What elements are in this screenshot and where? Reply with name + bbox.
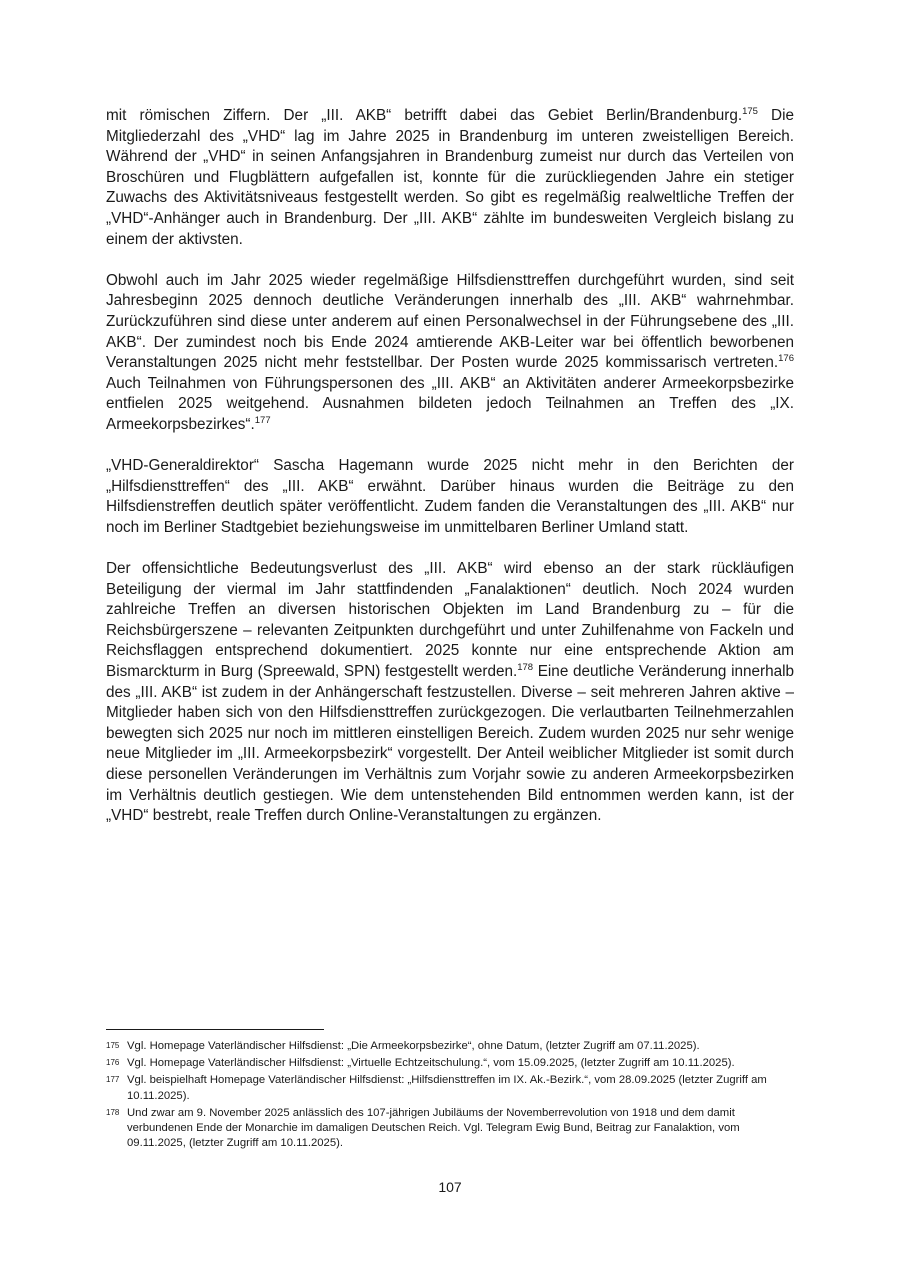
footnote-ref-178[interactable]: 178 [517, 662, 534, 674]
footnote-text: Und zwar am 9. November 2025 anlässlich des 107-jährigen Jubiläums der Novemberrevolution von 1918 und dem damit verbundenen Ende der Monarchie im damaligen Deutschen Reich. Vgl. Telegram Ewig Bund, Beitrag zur Fanalaktion, vom 09.11.2025, (letzter Zugriff am 10.11.2025). [127, 1106, 740, 1150]
paragraph-3 [106, 456, 794, 538]
footnote-number: 176 [106, 1058, 120, 1068]
paragraph-text: Eine deutliche Veränderung innerhalb des „III. AKB“ ist zudem in der Anhängerschaft festzustellen. Diverse – seit mehreren Jahren aktive – Mitglieder haben sich von den Hilfsdiensttreffen zurückgezogen. Die verlautbarten Teilnehmerzahlen bewegten sich 2025 nur noch im mittleren einstelligen Bereich. Zudem wurden 2025 nur sehr wenige neue Mitglieder im „III. Armeekorpsbezirk“ vorgestellt. Der Anteil weiblicher Mitglieder ist somit durch diese personellen Veränderungen im Verhältnis zum Vorjahr sowie zu anderen Armeekorpsbezirken im Verhältnis deutlich gestiegen. Wie dem untenstehenden Bild entnommen werden kann, ist der „VHD“ bestrebt, reale Treffen durch Online-Veranstaltungen zu ergänzen. [106, 663, 794, 825]
paragraph-text: „VHD-Generaldirektor“ Sascha Hagemann wurde 2025 nicht mehr in den Berichten der „Hilfsdiensttreffen“ des „III. AKB“ erwähnt. Darüber hinaus wurden die Beiträge zu den Hilfsdienstreffen deutlich später veröffentlicht. Zudem fanden die Veranstaltungen des „III. AKB“ nur noch im Berliner Stadtgebiet beziehungsweise im unmittelbaren Berliner Umland statt. [106, 457, 794, 536]
paragraph-2 [106, 271, 794, 436]
footnote-text: Vgl. Homepage Vaterländischer Hilfsdienst: „Virtuelle Echtzeitschulung.“, vom 15.09.2025, (letzter Zugriff am 10.11.2025). [127, 1057, 735, 1070]
paragraph-text: Die Mitgliederzahl des „VHD“ lag im Jahre 2025 in Brandenburg im unteren zweistelligen Bereich. Während der „VHD“ in seinen Anfangsjahren in Brandenburg zumeist nur durch das Verteilen von Broschüren und Flugblättern aufgefallen ist, konnte für die zurückliegenden Jahre ein stetiger Zuwachs des Aktivitätsniveaus festgestellt werden. So gibt es regelmäßig realweltliche Treffen der „VHD“-Anhänger auch in Brandenburg. Der „III. AKB“ zählte im bundesweiten Vergleich bislang zu einem der aktivsten. [106, 107, 794, 248]
paragraph-text: Auch Teilnahmen von Führungspersonen des „III. AKB“ an Aktivitäten anderer Armeekorpsbezirke entfielen 2025 weitgehend. Ausnahmen bildeten jedoch Teilnahmen an Treffen des „IX. Armeekorpsbezirkes“. [106, 374, 794, 433]
footnote-text: Vgl. beispielhaft Homepage Vaterländischer Hilfsdienst: „Hilfsdiensttreffen im IX. Ak.-Bezirk.“, vom 28.09.2025 (letzter Zugriff am 10.11.2025). [127, 1074, 767, 1102]
footnote-number: 177 [106, 1075, 120, 1085]
paragraph-text: mit römischen Ziffern. Der „III. AKB“ betrifft dabei das Gebiet Berlin/Brandenburg. [106, 107, 743, 124]
footnotes [106, 1039, 794, 1153]
footnote-ref-175[interactable]: 175 [742, 106, 758, 117]
footnote-178 [106, 1106, 794, 1152]
footnote-separator [106, 1029, 324, 1030]
footnote-number: 178 [106, 1107, 120, 1117]
footnote-176 [106, 1056, 794, 1071]
footnote-number: 175 [106, 1041, 120, 1050]
body-text [106, 106, 794, 847]
footnote-ref-177[interactable]: 177 [254, 414, 271, 426]
paragraph-1 [106, 106, 794, 250]
footnote-177 [106, 1073, 794, 1103]
footnote-ref-176[interactable]: 176 [778, 353, 794, 365]
page-number: 107 [438, 1179, 462, 1195]
footnote-175 [106, 1039, 794, 1054]
footnote-text: Vgl. Homepage Vaterländischer Hilfsdienst: „Die Armeekorpsbezirke“, ohne Datum, (letzter Zugriff am 07.11.2025). [127, 1040, 700, 1052]
paragraph-4 [106, 559, 794, 827]
paragraph-text: Obwohl auch im Jahr 2025 wieder regelmäßige Hilfsdiensttreffen durchgeführt wurden, sind seit Jahresbeginn 2025 dennoch deutliche Veränderungen innerhalb des „III. AKB“ wahrnehmbar. Zurückzuführen sind diese unter anderem auf einen Personalwechsel in der Führungsebene des „III. AKB“. Der zumindest noch bis Ende 2024 amtierende AKB-Leiter war bei öffentlich beworbenen Veranstaltungen 2025 nicht mehr feststellbar. Der Posten wurde 2025 kommissarisch vertreten. [106, 271, 794, 372]
paragraph-text: Der offensichtliche Bedeutungsverlust des „III. AKB“ wird ebenso an der stark rückläufigen Beteiligung der viermal im Jahr stattfindenden „Fanalaktionen“ deutlich. Noch 2024 wurden zahlreiche Treffen an diversen historischen Objekten im Land Brandenburg zu – für die Reichsbürgerszene – relevanten Zeitpunkten durchgeführt und unter Zuhilfenahme von Fackeln und Reichsflaggen entsprechend dokumentiert. 2025 konnte nur eine entsprechende Aktion am Bismarckturm in Burg (Spreewald, SPN) festgestellt werden. [106, 560, 794, 681]
